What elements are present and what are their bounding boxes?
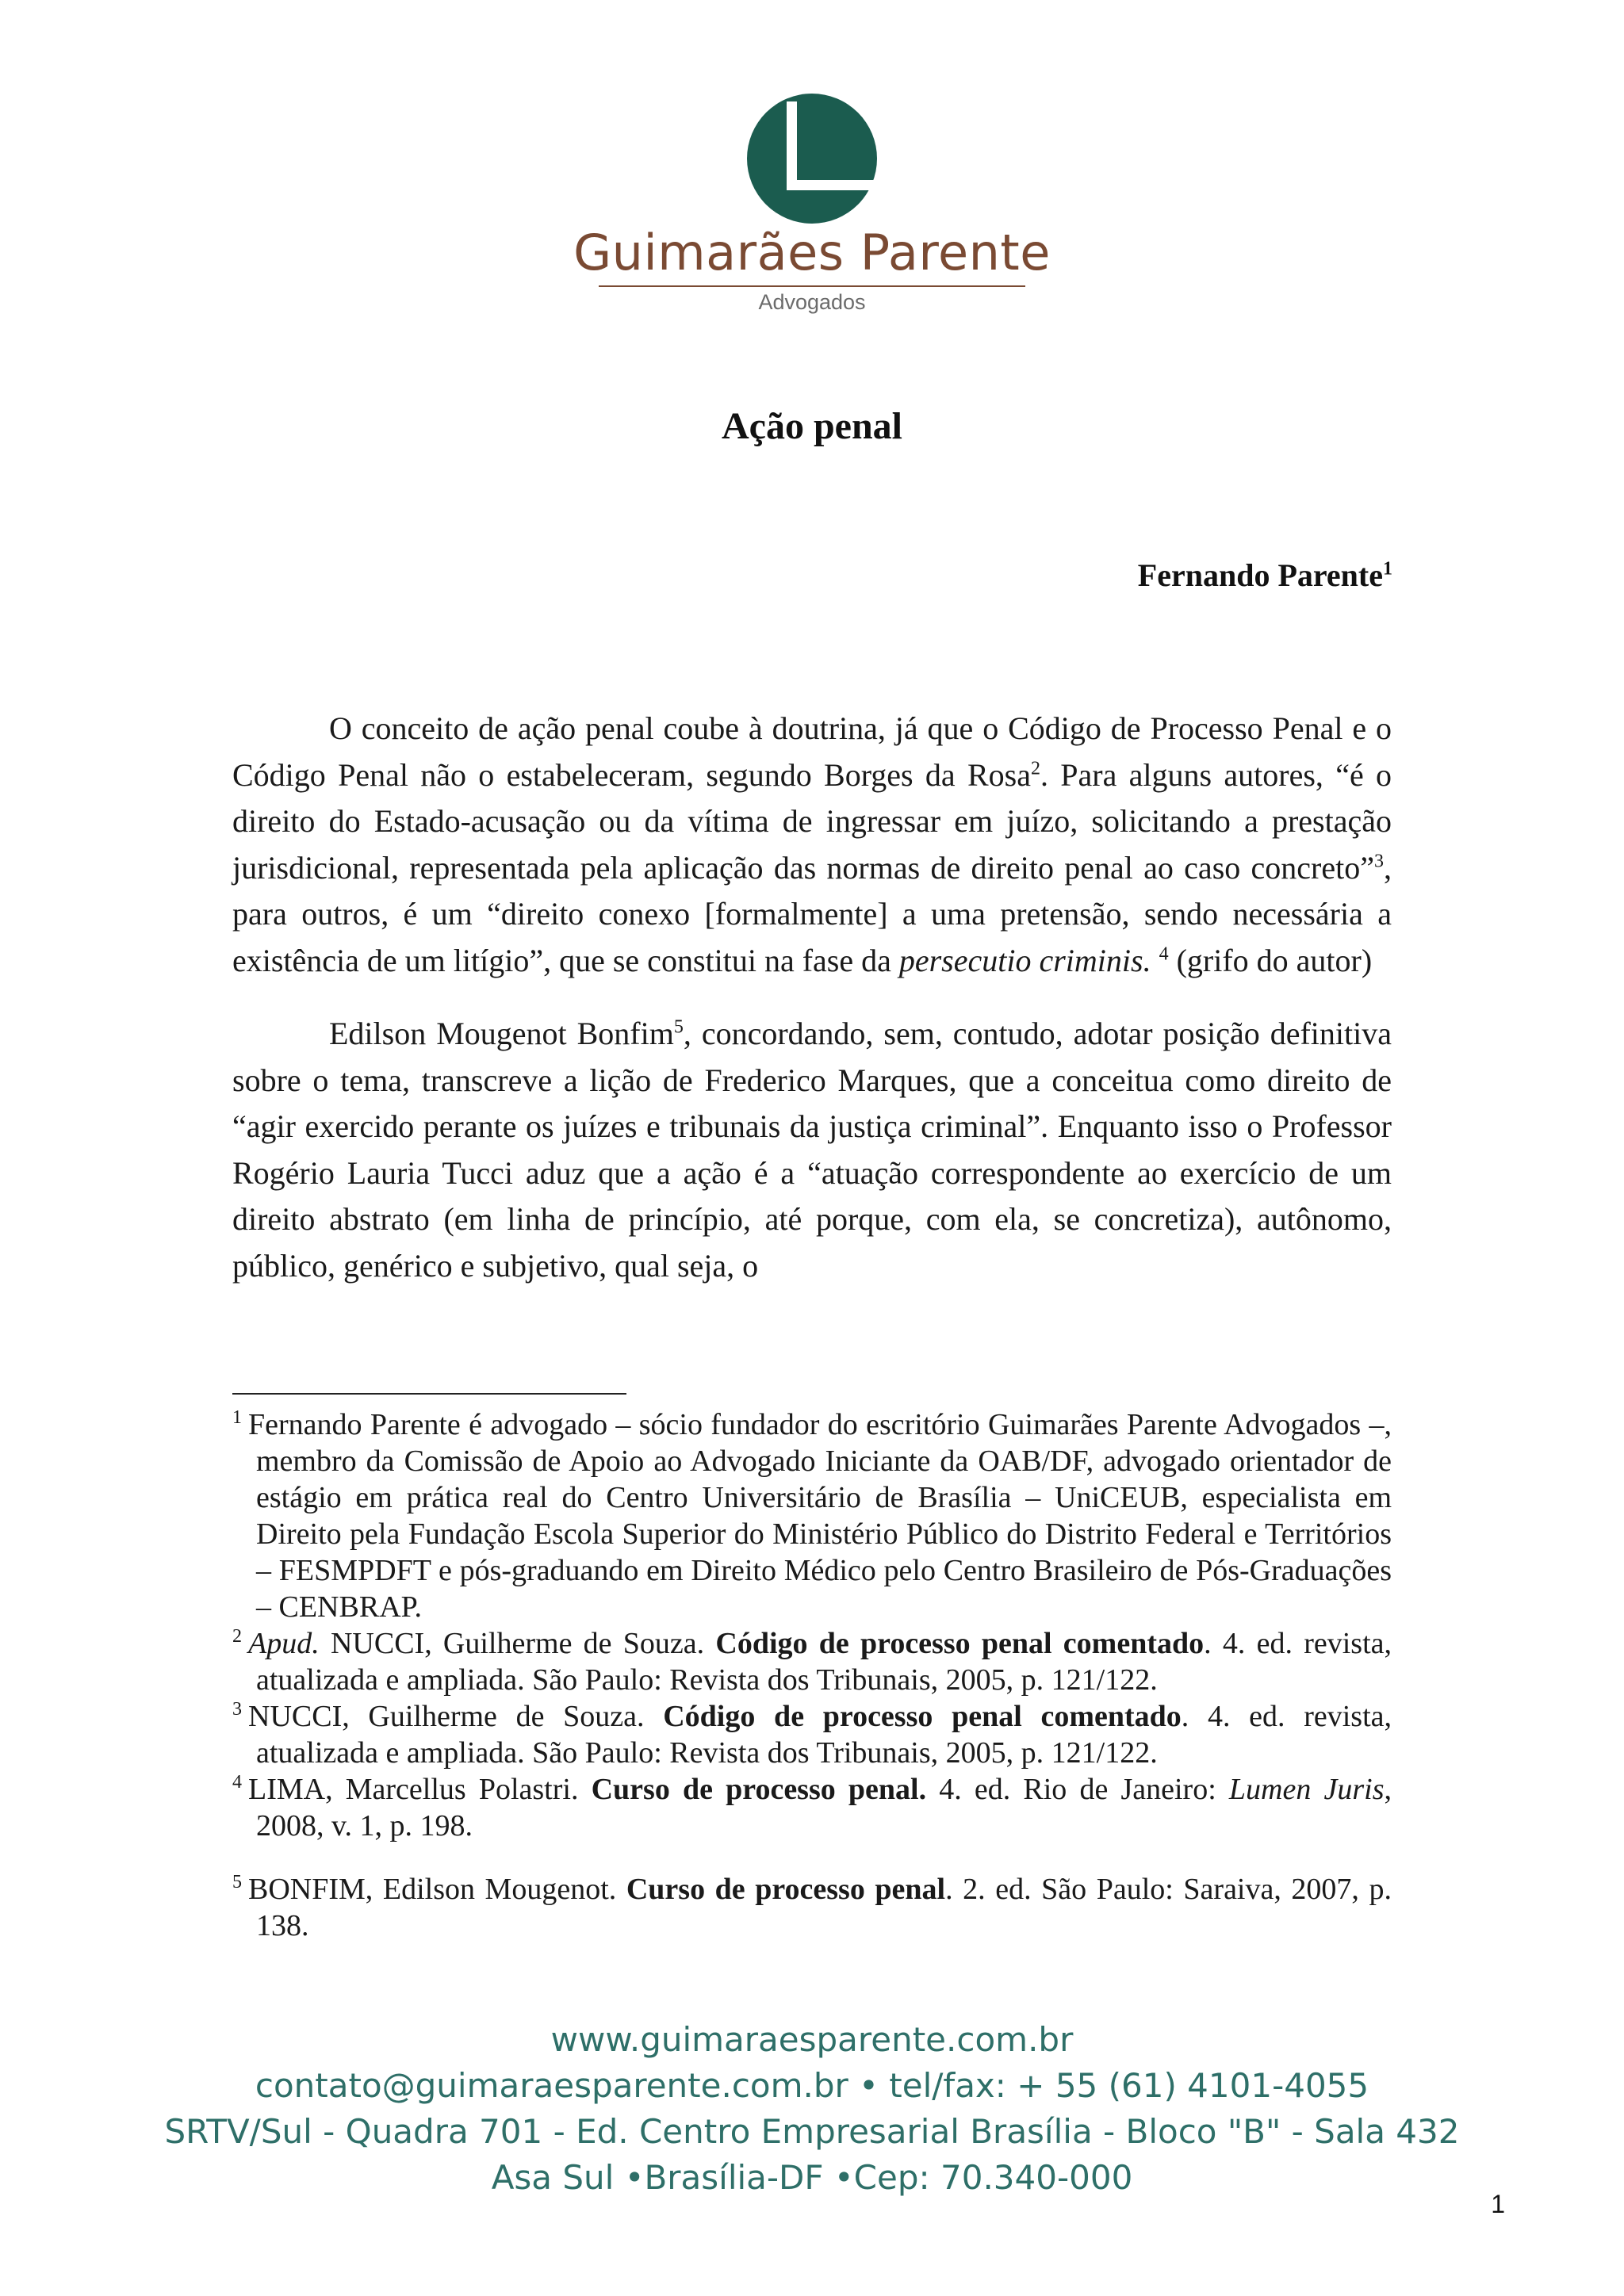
footnote-text: Fernando Parente é advogado – sócio fundador do escritório Guimarães Parente Advogados –, membro da Comissão de Apoio ao Advogado Iniciante da OAB/DF, advogado orientador de estágio em prática real do Centro Universitário de Brasília – UniCEUB, especialista em Direito pela Fundação Escola Superior do Ministério Público do Distrito Federal e Territórios – FESMPDFT e pós-graduando em Direito Médico pelo Centro Brasileiro de Pós-Graduações – CENBRAP. [248,1408,1392,1624]
footnote-book-title: Curso de processo penal. [591,1773,927,1806]
footnote-ref-5: 5 [673,1016,684,1038]
firm-subtitle: Advogados [758,290,866,314]
footnote-2 [232,1625,1392,1698]
paragraph-2 [232,1011,1392,1289]
paragraph-1 [232,706,1392,984]
footnote-ref-4: 4 [1159,943,1169,965]
document-title: Ação penal [722,405,902,447]
footnote-number: 5 [232,1872,242,1893]
paragraph-1-text-b: . Para alguns autores, “é o direito do Estado-acusação ou da vítima de ingressar em juízo, solicitando a prestação jurisdicional, representada pela aplicação das normas de direito penal ao caso concreto” [232,756,1392,886]
footnote-book-title: Curso de processo penal [626,1873,946,1906]
footnote-text: , 2008, v. 1, p. 198. [256,1773,1392,1843]
footnote-text: . 2. ed. São Paulo: Saraiva, 2007, p. 138. [256,1873,1392,1942]
paragraph-2-text-b: , concordando, sem, contudo, adotar posição definitiva sobre o tema, transcreve a lição de Frederico Marques, que a conceitua como direito de “agir exercido perante os juízes e tribunais da justiça criminal”. Enquanto isso o Professor Rogério Lauria Tucci aduz que a ação é a “atuação correspondente ao exercício de um direito abstrato (em linha de princípio, até porque, com ela, se concretiza), autônomo, público, genérico e subjetivo, qual seja, o [232,1016,1392,1284]
author-name: Fernando Parente [1137,557,1383,593]
firm-logo [0,94,1624,313]
author-line [1138,557,1392,594]
page-number: 1 [1491,2190,1505,2218]
footnote-1 [232,1406,1392,1625]
footnote-text: LIMA, Marcellus Polastri. [248,1773,592,1806]
footnote-text: . 4. ed. revista, atualizada e ampliada. São Paulo: Revista dos Tribunais, 2005, p. 121/122. [256,1627,1392,1697]
footnote-3 [232,1698,1392,1771]
address-line-2: Asa Sul •Brasília-DF •Cep: 70.340-000 [491,2158,1133,2197]
paragraph-1-italic: persecutio criminis. [898,942,1151,978]
firm-logo-mark-icon [747,94,877,224]
footnote-ref-2: 2 [1030,758,1040,779]
footnote-italic: Apud. [248,1627,320,1660]
contact-footer [0,2017,1624,2201]
website-link[interactable]: www.guimaraesparente.com.br [550,2020,1074,2059]
footnote-text: BONFIM, Edilson Mougenot. [248,1873,626,1906]
paragraph-2-text-a: Edilson Mougenot Bonfim [329,1016,674,1051]
footnote-number: 1 [232,1407,242,1429]
footnote-italic: Lumen Juris [1228,1773,1385,1806]
footnote-ref-1: 1 [1383,558,1392,580]
footnote-ref-3: 3 [1374,851,1384,872]
footnote-number: 4 [232,1772,242,1793]
footnote-5 [232,1871,1392,1944]
body-text [232,706,1392,1289]
footnote-text: . 4. ed. revista, atualizada e ampliada. São Paulo: Revista dos Tribunais, 2005, p. 121/122. [256,1700,1392,1770]
address-line-1: SRTV/Sul - Quadra 701 - Ed. Centro Empresarial Brasília - Bloco "B" - Sala 432 [164,2112,1460,2151]
footnote-number: 3 [232,1699,242,1720]
footnote-text: NUCCI, Guilherme de Souza. [319,1627,716,1660]
footnote-book-title: Código de processo penal comentado [663,1700,1182,1733]
footnote-text: 4. ed. Rio de Janeiro: [926,1773,1229,1806]
footnote-4 [232,1771,1392,1844]
paragraph-1-text-c: , para outros, é um “direito conexo [formalmente] a uma pretensão, sendo necessária a existência de um litígio”, que se constitui na fase da [232,849,1392,978]
paragraph-1-text-d: (grifo do autor) [1168,942,1373,978]
footnotes [232,1406,1392,1944]
paragraph-1-text-a: O conceito de ação penal coube à doutrina, já que o Código de Processo Penal e o Código Penal não o estabeleceram, segundo Borges da Rosa [232,710,1392,793]
footnote-number: 2 [232,1626,242,1647]
footnote-book-title: Código de processo penal comentado [715,1627,1205,1660]
footnote-text: NUCCI, Guilherme de Souza. [248,1700,664,1733]
email-phone-line[interactable]: contato@guimaraesparente.com.br • tel/fax: + 55 (61) 4101-4055 [255,2066,1369,2105]
footnote-separator [232,1393,626,1395]
logo-divider [599,285,1025,287]
firm-name: Guimarães Parente [573,224,1051,281]
